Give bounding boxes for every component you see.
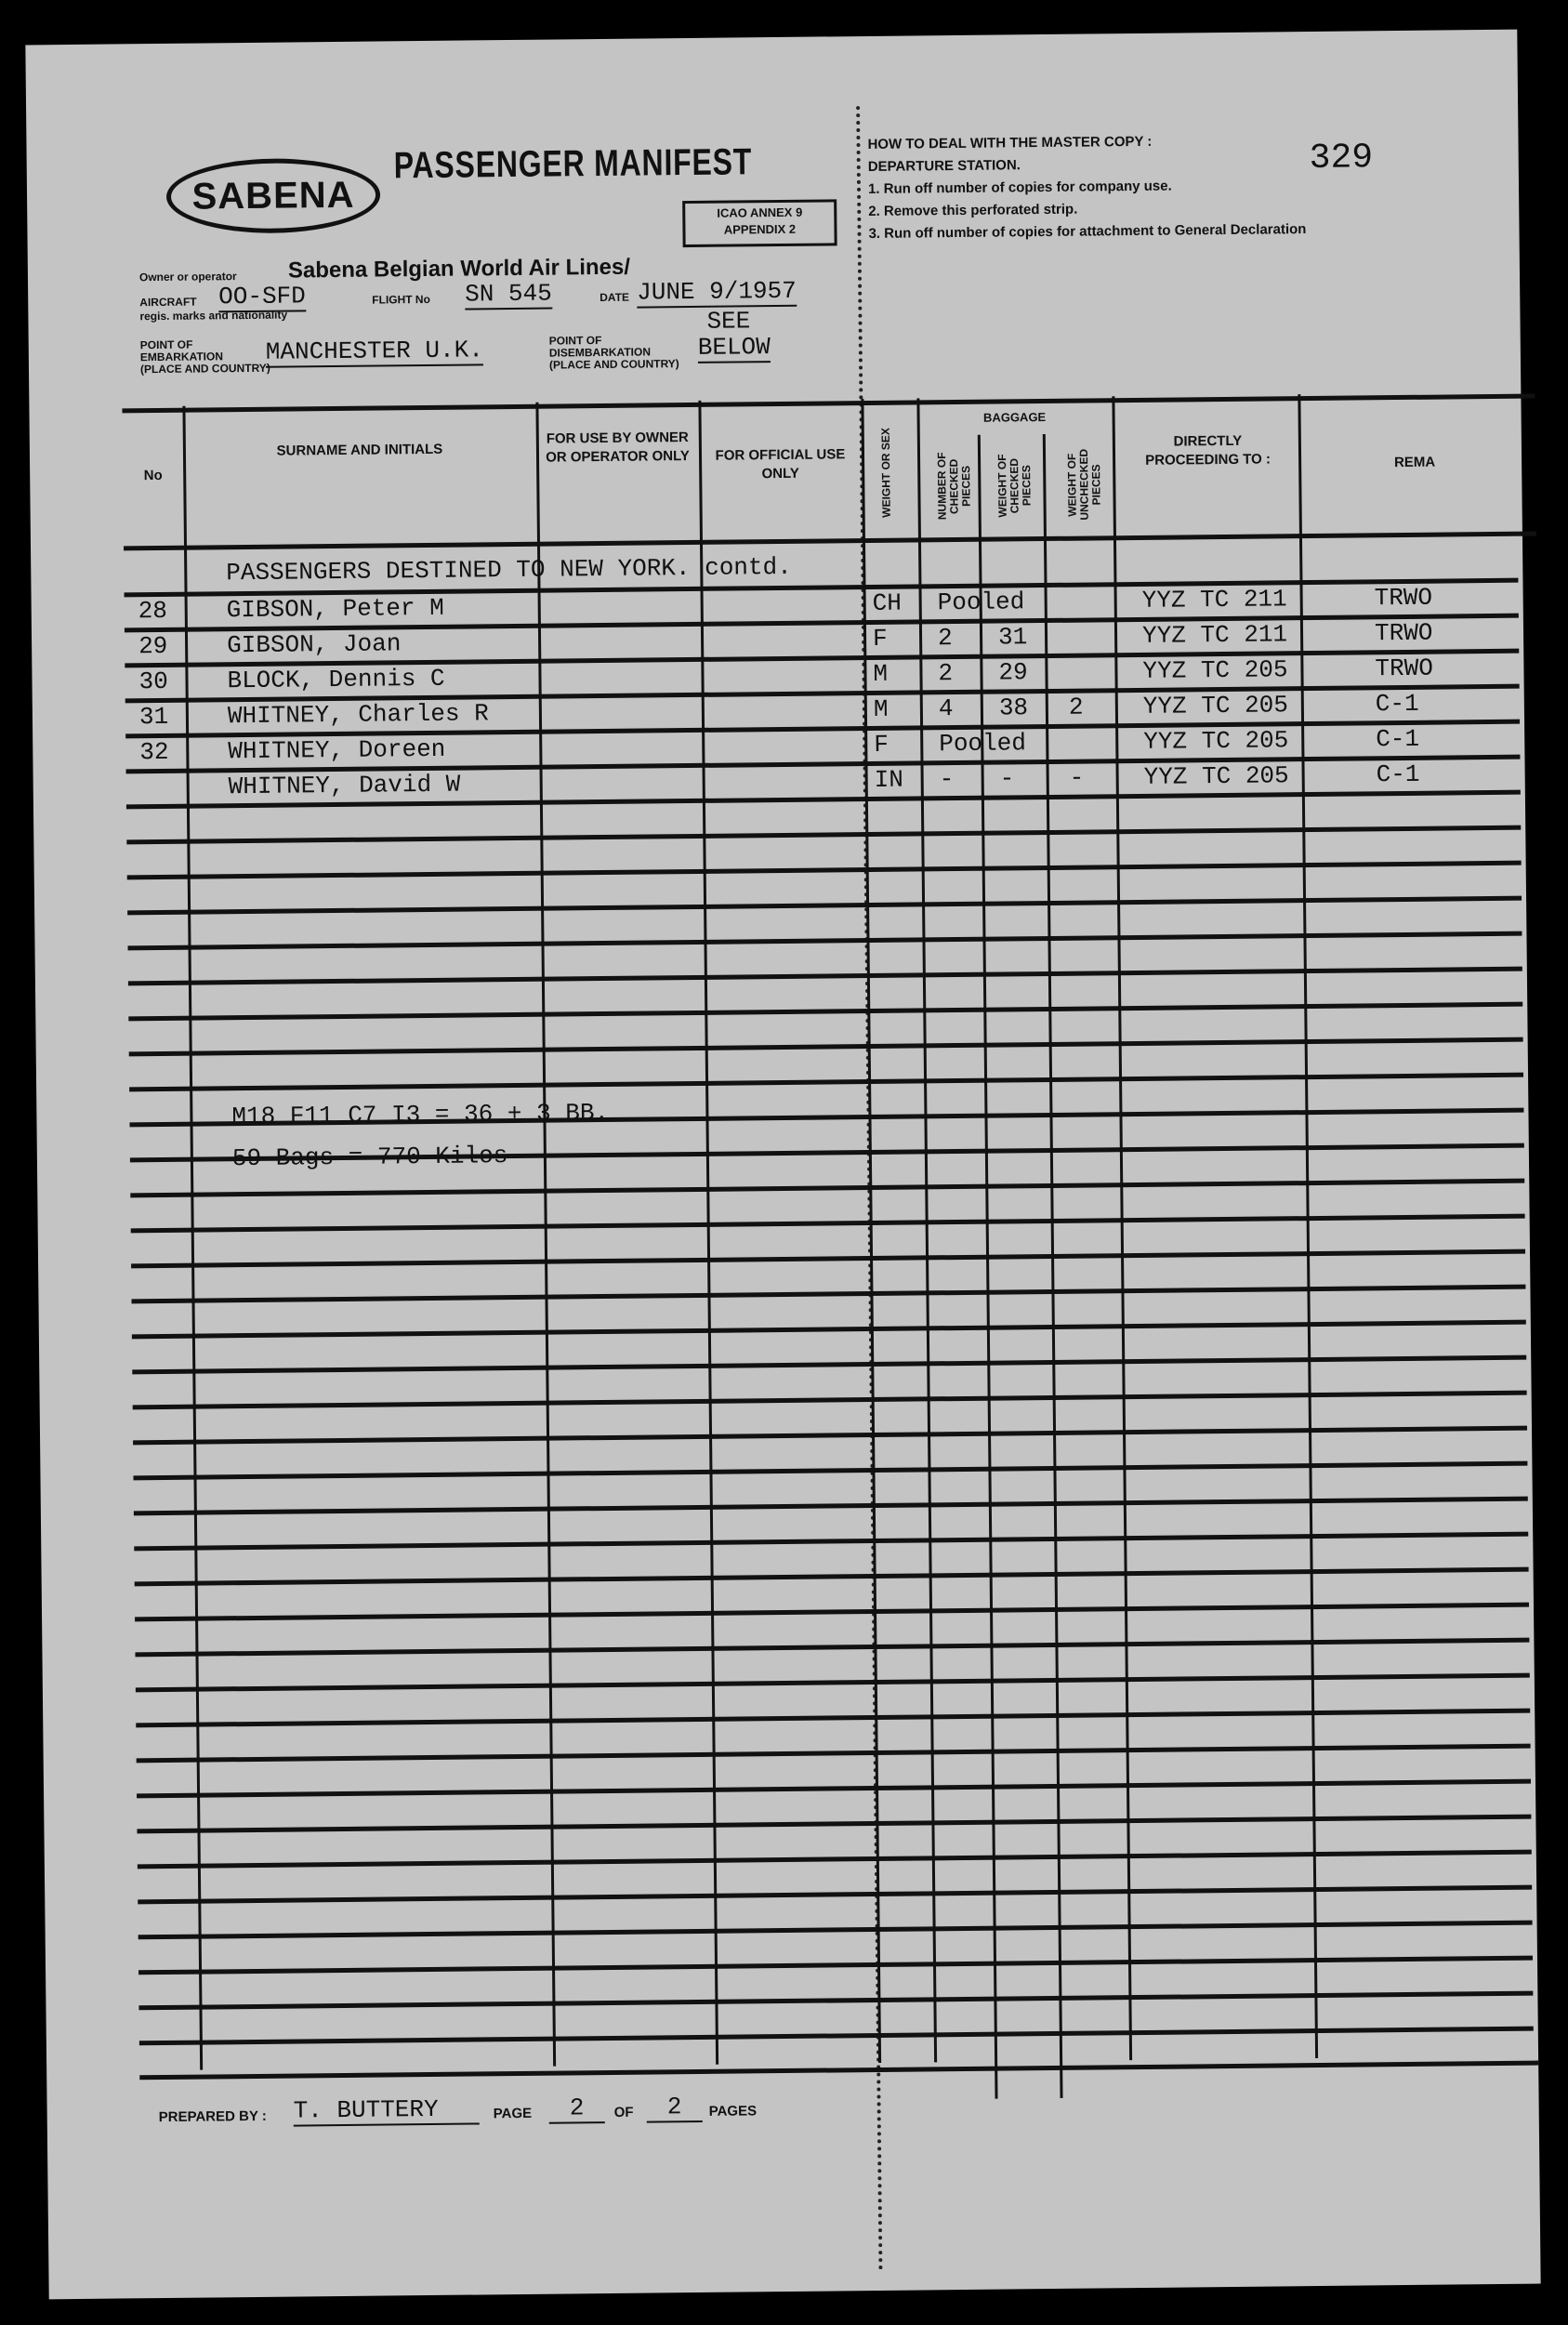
remark: C-1: [1376, 724, 1420, 754]
baggage-weight: 31: [997, 623, 1028, 652]
ruled-line: [135, 1603, 1529, 1622]
ruled-line: [138, 1850, 1532, 1869]
summary-line-2: 59 Bags = 770 Kilos: [231, 1142, 508, 1173]
ruled-line: [138, 1956, 1533, 1975]
regis-label: regis. marks and nationality: [139, 308, 288, 324]
sabena-logo: SABENA: [166, 157, 381, 233]
ruled-line: [138, 1991, 1533, 2011]
operator-label: Owner or operator: [138, 270, 237, 284]
table-top-rule: [122, 393, 1535, 413]
baggage-pieces: 2: [938, 659, 954, 688]
page-label: PAGE: [493, 2105, 533, 2122]
master-copy-instructions: [867, 129, 1306, 245]
flight-label: FLIGHT No: [372, 292, 430, 307]
baggage-weight: 38: [998, 694, 1029, 722]
col-header-destination: DIRECTLY PROCEEDING TO :: [1145, 432, 1272, 469]
prepared-by-label: PREPARED BY :: [158, 2107, 267, 2126]
embarkation-value: MANCHESTER U.K.: [265, 336, 484, 366]
ruled-line: [127, 931, 1522, 951]
destination: YYZ TC 205: [1143, 761, 1289, 791]
table-header-rule: [124, 531, 1536, 550]
page-value: 2: [548, 2094, 604, 2124]
col-header-weight-sex: WEIGHT OR SEX: [878, 428, 893, 519]
ruled-line: [138, 1885, 1532, 1905]
aircraft-value: OO-SFD: [218, 282, 306, 311]
embark-label-2: EMBARKATION: [139, 350, 224, 364]
flight-value: SN 545: [465, 279, 552, 309]
annex-line-1: ICAO ANNEX 9: [717, 205, 803, 220]
col-header-surname: SURNAME AND INITIALS: [276, 441, 443, 459]
baggage-pieces: -: [939, 765, 955, 794]
passenger-no: 29: [138, 631, 168, 661]
ruled-line: [133, 1391, 1527, 1410]
ruled-line: [136, 1673, 1530, 1693]
embark-label-1: POINT OF: [139, 337, 193, 352]
prepared-by-value: T. BUTTERY: [293, 2094, 479, 2126]
ruled-line: [133, 1426, 1527, 1446]
annex-line-2: APPENDIX 2: [723, 221, 797, 237]
ruled-line: [129, 1073, 1523, 1092]
stamped-page-number: 329: [1309, 138, 1374, 179]
date-label: DATE: [600, 290, 630, 305]
of-value: 2: [646, 2093, 702, 2123]
passenger-sex: IN: [874, 765, 904, 794]
passenger-no: 31: [138, 702, 169, 732]
passenger-name: WHITNEY, Charles R: [227, 699, 489, 731]
date-value: JUNE 9/1957: [637, 276, 797, 307]
col-header-official: FOR OFFICIAL USE ONLY: [715, 446, 846, 482]
ruled-line: [131, 1285, 1525, 1304]
passenger-name: WHITNEY, David W: [228, 770, 461, 801]
disembark-label-2: DISEMBARKATION: [548, 345, 652, 360]
passenger-sex: F: [872, 624, 888, 653]
ruled-line: [126, 826, 1521, 845]
embark-label: [140, 338, 270, 376]
ruled-line: [137, 1815, 1531, 1834]
baggage-pieces: Pooled: [939, 729, 1027, 759]
baggage-weight: -: [999, 764, 1015, 793]
ruled-line: [132, 1355, 1526, 1375]
remark: C-1: [1375, 689, 1419, 719]
disembark-label-1: POINT OF: [548, 333, 602, 348]
ruled-line: [135, 1567, 1529, 1587]
col-header-baggage: BAGGAGE: [982, 409, 1047, 425]
remark: TRWO: [1374, 583, 1433, 613]
baggage-pieces: 4: [938, 694, 954, 723]
ruled-line: [127, 896, 1522, 916]
baggage-pieces: Pooled: [937, 588, 1025, 617]
ruled-line: [128, 1002, 1522, 1022]
destination: YYZ TC 211: [1141, 620, 1288, 650]
embark-label-3: (PLACE AND COUNTRY): [139, 361, 270, 376]
ruled-line: [137, 1744, 1531, 1764]
destination: YYZ TC 211: [1141, 585, 1287, 614]
operator-value: Sabena Belgian World Air Lines/: [287, 254, 631, 284]
instruction-line: DEPARTURE STATION.: [867, 157, 1021, 175]
ruled-line: [134, 1497, 1528, 1516]
passenger-no: 32: [139, 737, 169, 767]
ruled-line: [135, 1638, 1529, 1658]
passenger-name: BLOCK, Dennis C: [227, 664, 445, 695]
passenger-sex: M: [873, 694, 889, 723]
baggage-unchecked: 2: [1068, 693, 1084, 721]
passenger-no: 28: [138, 596, 168, 626]
remark: TRWO: [1374, 618, 1433, 648]
disembark-label: [549, 334, 679, 371]
ruled-line: [133, 1461, 1527, 1481]
destination: YYZ TC 205: [1143, 726, 1289, 756]
of-label: OF: [613, 2104, 634, 2120]
remark: TRWO: [1375, 654, 1434, 683]
ruled-line: [130, 1179, 1524, 1198]
col-header-remarks: REMA: [1393, 454, 1436, 471]
ruled-line: [131, 1214, 1525, 1234]
col-header-checked-weight: WEIGHT OF CHECKED PIECES: [995, 454, 1034, 518]
instruction-line: 2. Remove this perforated strip.: [868, 201, 1078, 219]
destination: YYZ TC 205: [1142, 691, 1289, 720]
ruled-line: [127, 861, 1522, 880]
table-bottom-rule: [139, 2061, 1538, 2081]
passenger-sex: M: [873, 659, 889, 688]
ruled-line: [128, 967, 1522, 986]
page-title: PASSENGER MANIFEST: [393, 141, 753, 187]
ruled-line: [134, 1532, 1528, 1552]
baggage-pieces: 2: [937, 624, 953, 653]
baggage-unchecked: -: [1069, 763, 1085, 792]
section-note: PASSENGERS DESTINED TO NEW YORK. contd.: [226, 552, 792, 588]
col-header-no: No: [143, 467, 163, 484]
disembarkation-value-2: BELOW: [697, 333, 771, 362]
baggage-weight: 29: [998, 658, 1028, 687]
pages-label: PAGES: [708, 2103, 758, 2120]
aircraft-label: AIRCRAFT: [139, 295, 197, 310]
passenger-sex: CH: [872, 588, 903, 617]
ruled-lines: [25, 30, 1517, 46]
instruction-line: 1. Run off number of copies for company use.: [867, 178, 1172, 197]
ruled-line: [136, 1709, 1530, 1728]
passenger-name: GIBSON, Peter M: [226, 593, 444, 625]
col-header-owner: FOR USE BY OWNER OR OPERATOR ONLY: [546, 429, 690, 466]
disembarkation-value-1: SEE: [706, 307, 751, 336]
summary-line-1: M18 F11 C7 I3 = 36 + 3 BB.: [231, 1098, 610, 1131]
passenger-sex: F: [874, 730, 889, 759]
ruled-line: [129, 1037, 1523, 1057]
col-header-checked-pieces: NUMBER OF CHECKED PIECES: [934, 452, 973, 521]
ruled-line: [138, 1921, 1533, 1940]
instruction-line: HOW TO DEAL WITH THE MASTER COPY :: [867, 133, 1153, 152]
manifest-sheet: [25, 30, 1540, 2300]
remark: C-1: [1376, 760, 1420, 789]
ruled-line: [137, 1779, 1531, 1799]
destination: YYZ TC 205: [1142, 655, 1288, 685]
ruled-line: [139, 2027, 1534, 2046]
passenger-name: GIBSON, Joan: [226, 629, 402, 660]
ruled-line: [131, 1249, 1525, 1269]
disembark-label-3: (PLACE AND COUNTRY): [548, 357, 679, 372]
passenger-name: WHITNEY, Doreen: [228, 734, 446, 766]
instruction-line: 3. Run off number of copies for attachment to General Declaration: [868, 221, 1307, 242]
passenger-no: 30: [138, 667, 168, 696]
col-header-unchecked-weight: WEIGHT OF UNCHECKED PIECES: [1065, 449, 1103, 521]
icao-annex-box: [682, 199, 837, 247]
ruled-line: [132, 1320, 1526, 1340]
